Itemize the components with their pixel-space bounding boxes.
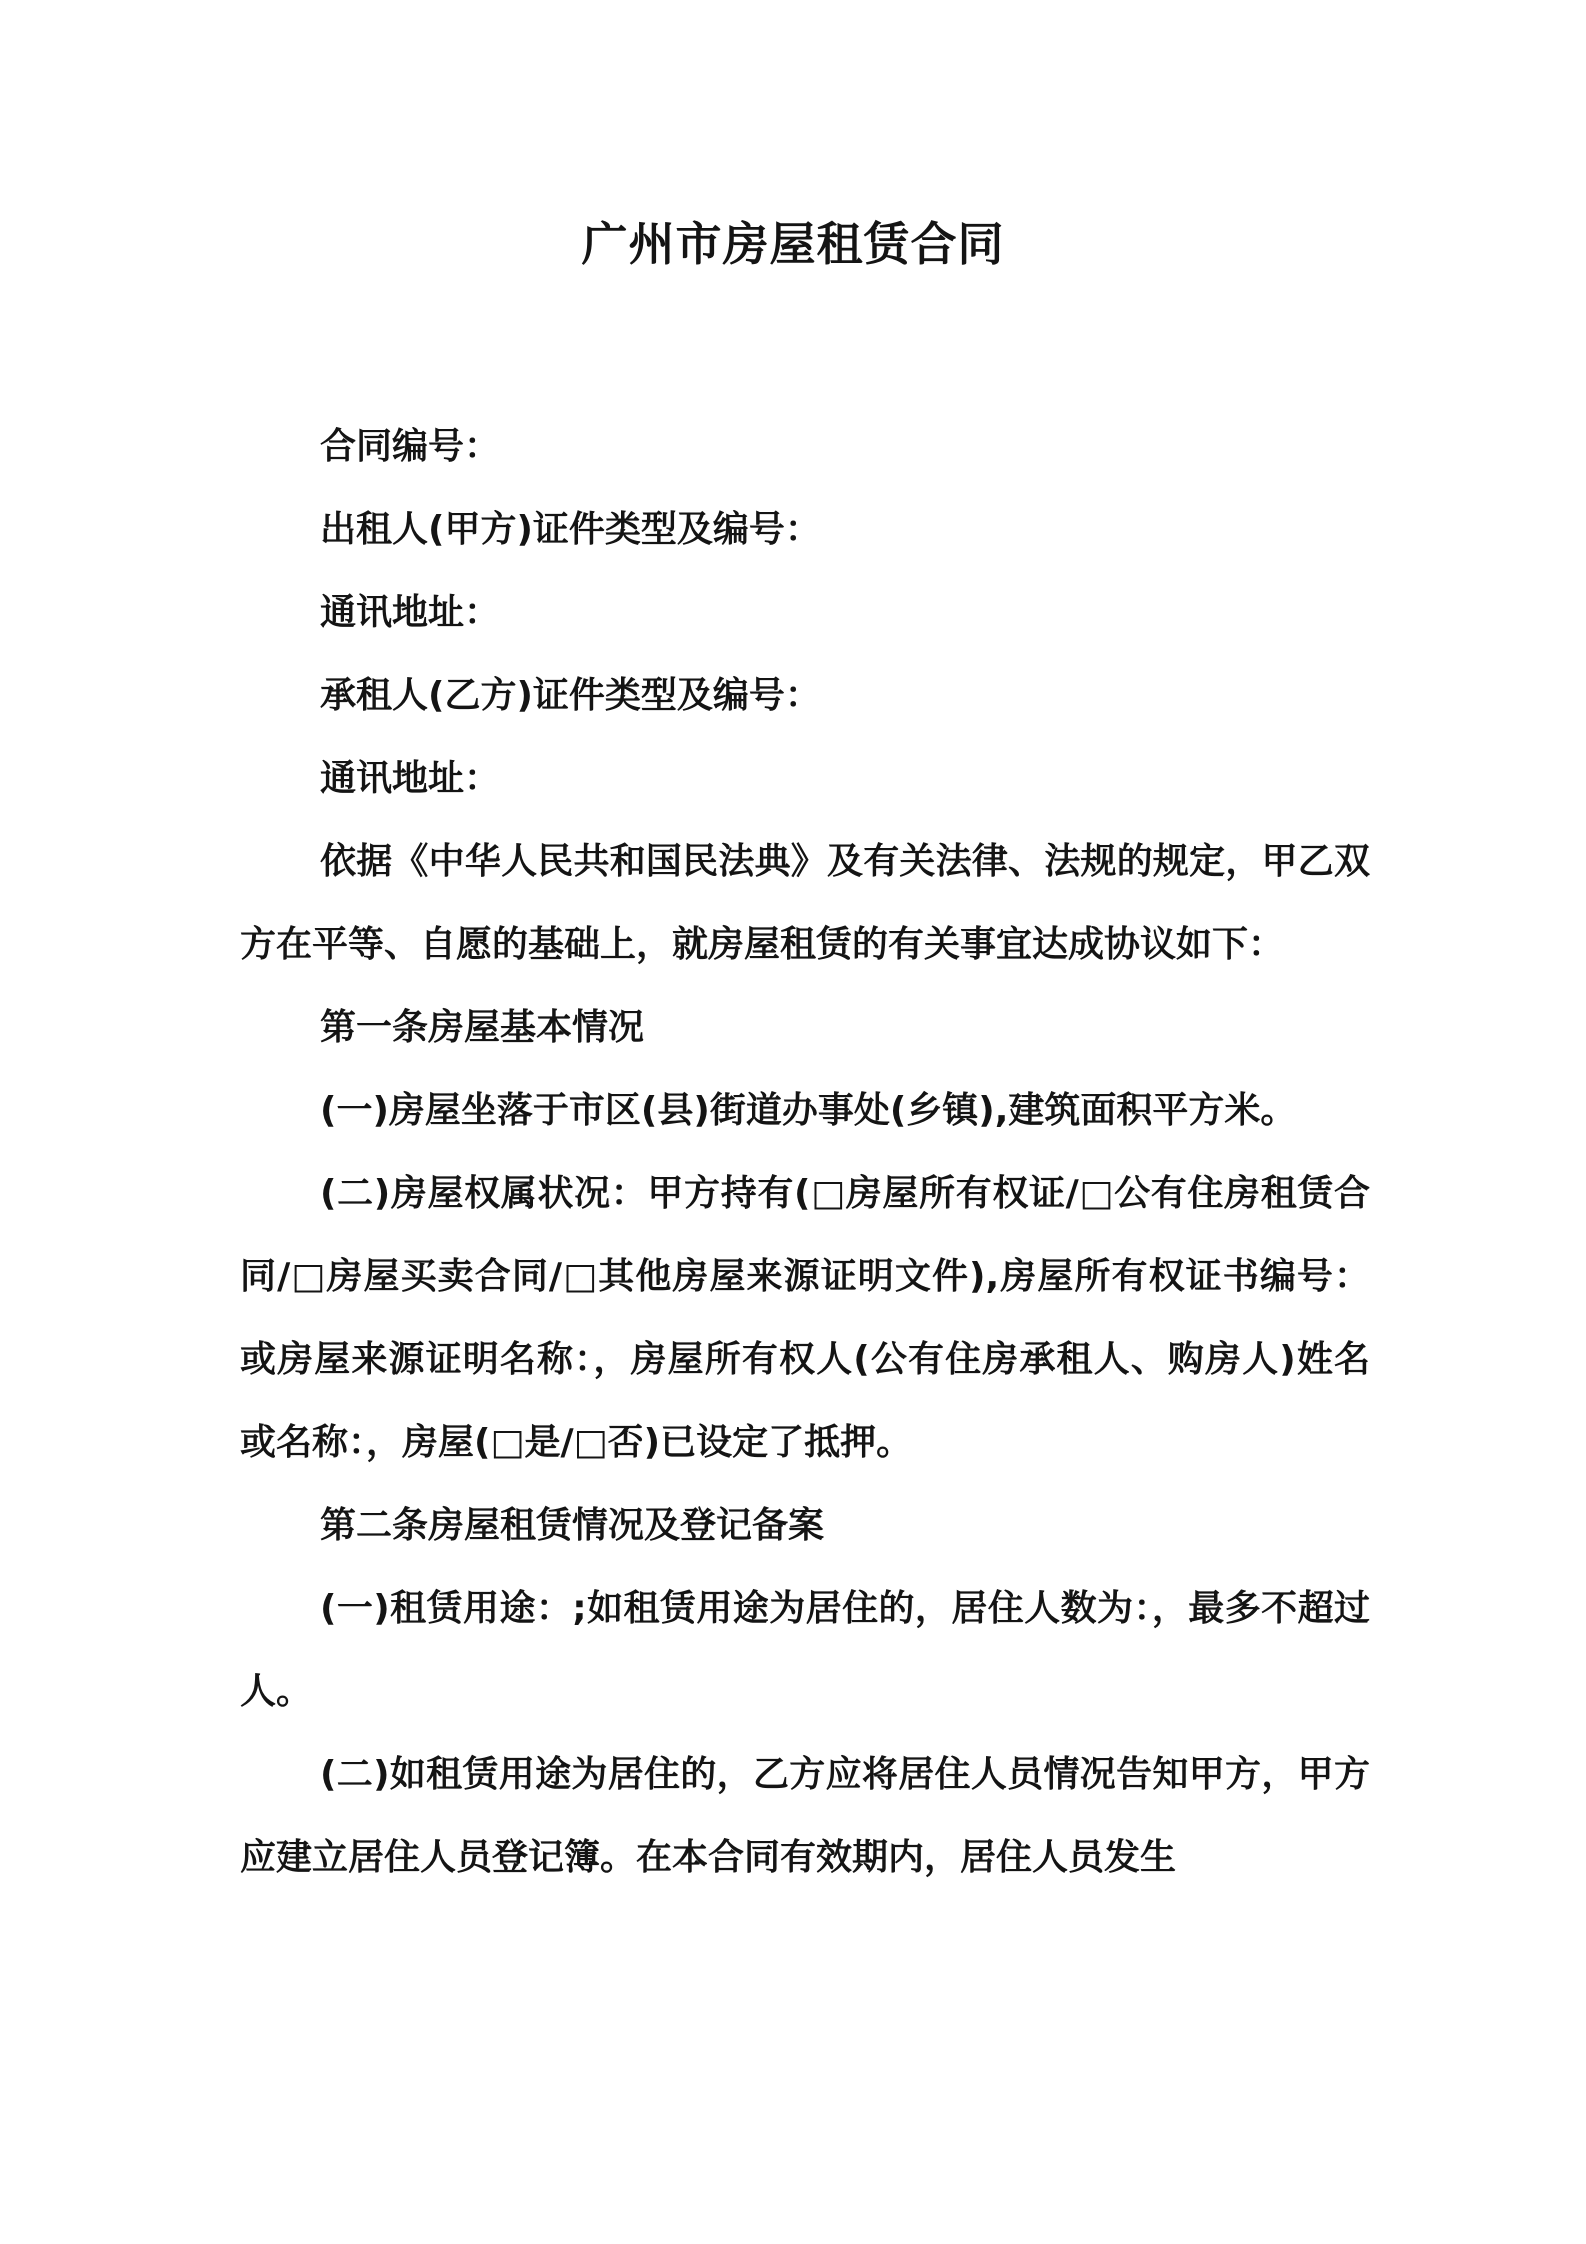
article-2-heading: 第二条房屋租赁情况及登记备案 [320,1505,825,1546]
lessee-address-field: 通讯地址： [320,758,501,799]
lessee-id-field: 承租人(乙方)证件类型及编号： [320,675,821,716]
lessor-address-field: 通讯地址： [320,592,501,633]
document-body [240,405,1370,1899]
document-title: 广州市房屋租赁合同 [581,217,1005,271]
preamble-paragraph: 依据《中华人民共和国民法典》及有关法律、法规的规定，甲乙双方在平等、自愿的基础上，就房屋租赁的有关事宜达成协议如下： [240,841,1370,965]
article-1-heading: 第一条房屋基本情况 [320,1007,645,1048]
article-1-clause-2: (二)房屋权属状况：甲方持有(□房屋所有权证/□公有住房租赁合同/□房屋买卖合同/□其他房屋来源证明文件),房屋所有权证书编号：或房屋来源证明名称：，房屋所有权人(公有住房承租人、购房人)姓名或名称：，房屋(□是/□否)已设定了抵押。 [240,1173,1370,1463]
article-2-clause-1: (一)租赁用途：;如租赁用途为居住的，居住人数为：，最多不超过人。 [240,1588,1370,1712]
lessor-id-field: 出租人(甲方)证件类型及编号： [320,509,821,550]
article-1-clause-1: (一)房屋坐落于市区(县)街道办事处(乡镇),建筑面积平方米。 [320,1090,1297,1131]
contract-number-field: 合同编号： [320,426,501,467]
article-2-clause-2: (二)如租赁用途为居住的，乙方应将居住人员情况告知甲方，甲方应建立居住人员登记簿。在本合同有效期内，居住人员发生 [240,1754,1370,1878]
